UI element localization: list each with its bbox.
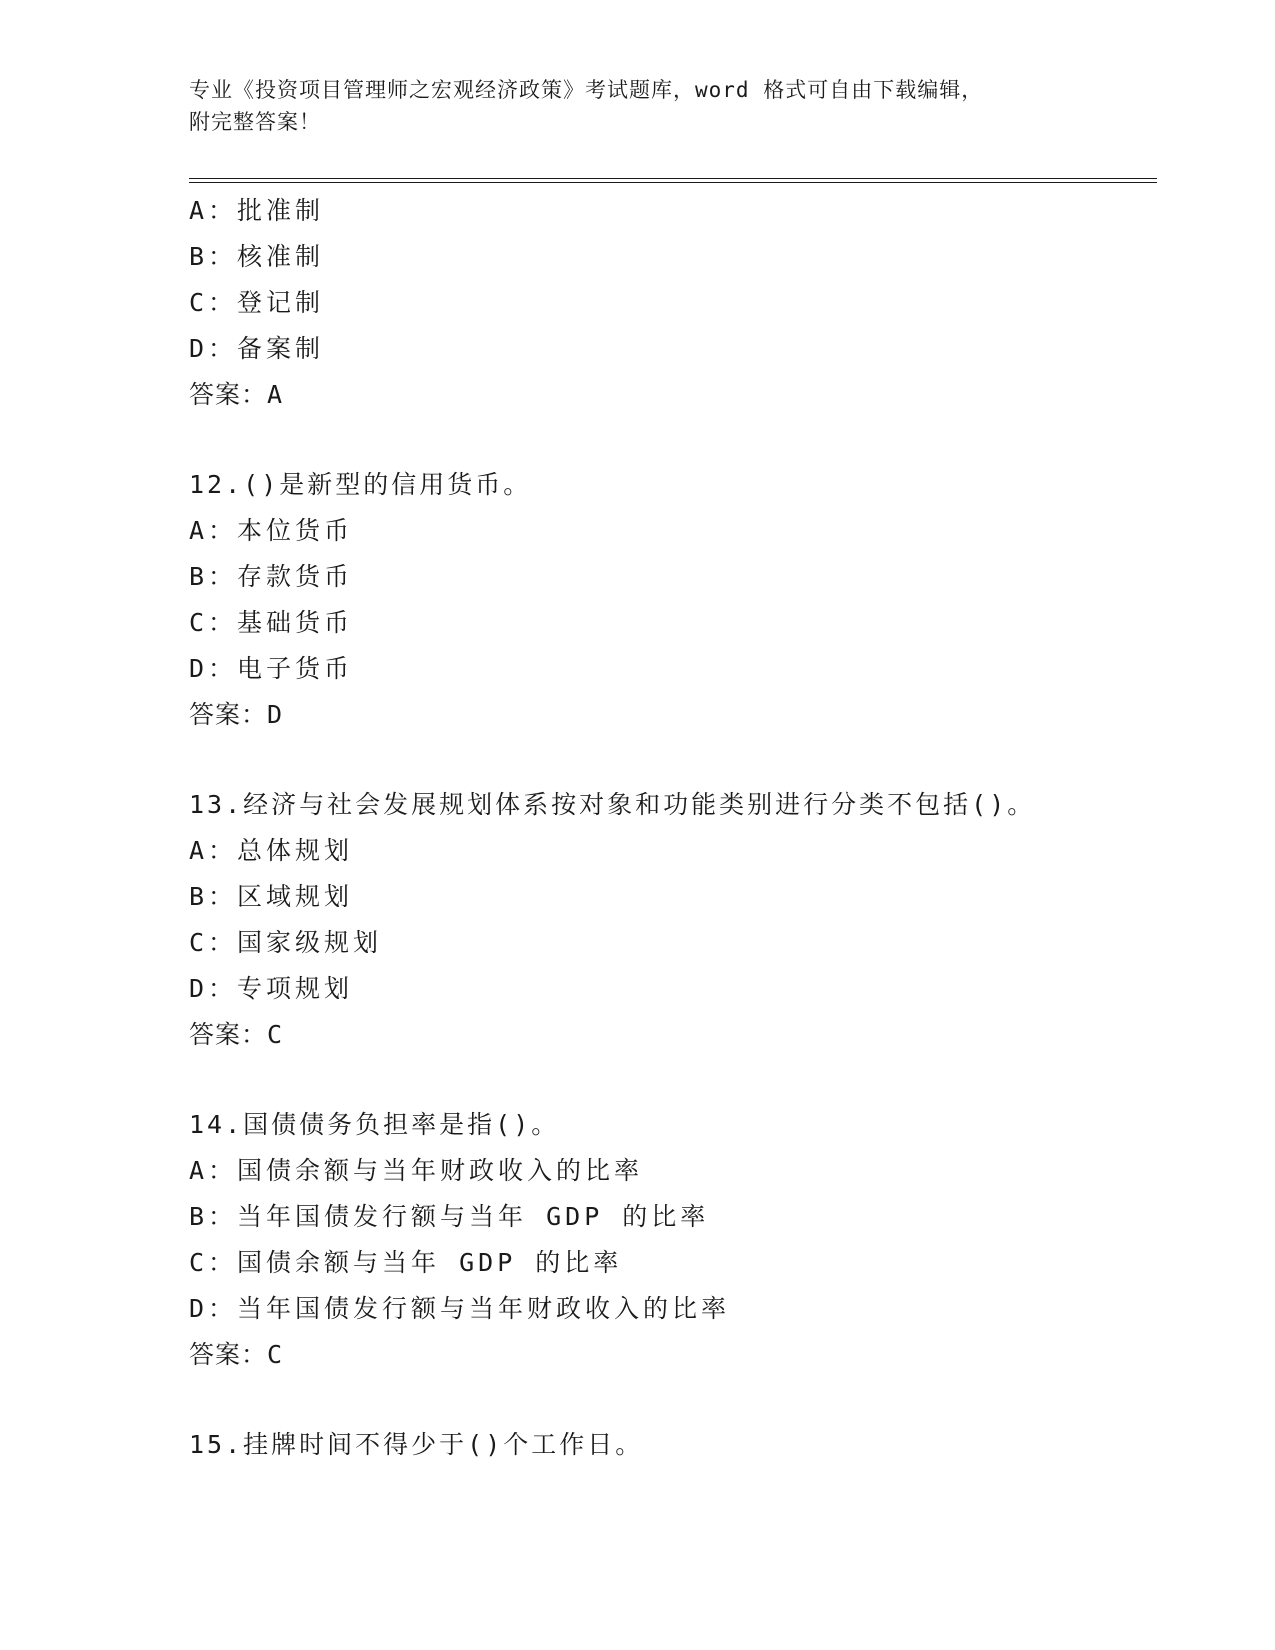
header-divider-top — [189, 178, 1157, 179]
option-c: C：基础货币 — [189, 608, 354, 637]
option-d: D：专项规划 — [189, 974, 354, 1003]
answer-value: A — [267, 380, 284, 409]
answer-label: 答案： — [189, 1020, 268, 1049]
header-line-2: 附完整答案！ — [189, 110, 321, 134]
answer-label: 答案： — [189, 700, 268, 729]
question-14: 14.国债债务负担率是指()。 — [189, 1110, 560, 1139]
option-b: B：存款货币 — [189, 562, 354, 591]
option-c: C：国家级规划 — [189, 928, 383, 957]
option-a: A：总体规划 — [189, 836, 354, 865]
answer-value: C — [267, 1020, 284, 1049]
answer-value: D — [267, 700, 284, 729]
option-d: D：备案制 — [189, 334, 325, 363]
question-list — [189, 188, 1157, 1468]
question-13: 13.经济与社会发展规划体系按对象和功能类别进行分类不包括()。 — [189, 790, 1036, 819]
header-divider-bottom — [189, 182, 1157, 183]
question-12: 12.()是新型的信用货币。 — [189, 470, 532, 499]
answer-line — [189, 1332, 1157, 1378]
answer-line — [189, 372, 1157, 418]
option-a: A：国债余额与当年财政收入的比率 — [189, 1156, 644, 1185]
option-d: D：当年国债发行额与当年财政收入的比率 — [189, 1294, 731, 1323]
document-header — [189, 74, 1089, 138]
option-b: B：核准制 — [189, 242, 325, 271]
option-b: B：当年国债发行额与当年 GDP 的比率 — [189, 1202, 710, 1231]
question-15: 15.挂牌时间不得少于()个工作日。 — [189, 1430, 644, 1459]
option-c: C：国债余额与当年 GDP 的比率 — [189, 1248, 623, 1277]
answer-label: 答案： — [189, 380, 268, 409]
option-a: A：批准制 — [189, 196, 325, 225]
answer-line — [189, 1012, 1157, 1058]
option-d: D：电子货币 — [189, 654, 354, 683]
option-c: C：登记制 — [189, 288, 325, 317]
header-line-1: 专业《投资项目管理师之宏观经济政策》考试题库，word 格式可自由下载编辑， — [189, 78, 984, 102]
answer-value: C — [267, 1340, 284, 1369]
option-a: A：本位货币 — [189, 516, 354, 545]
answer-label: 答案： — [189, 1340, 268, 1369]
answer-line — [189, 692, 1157, 738]
option-b: B：区域规划 — [189, 882, 354, 911]
